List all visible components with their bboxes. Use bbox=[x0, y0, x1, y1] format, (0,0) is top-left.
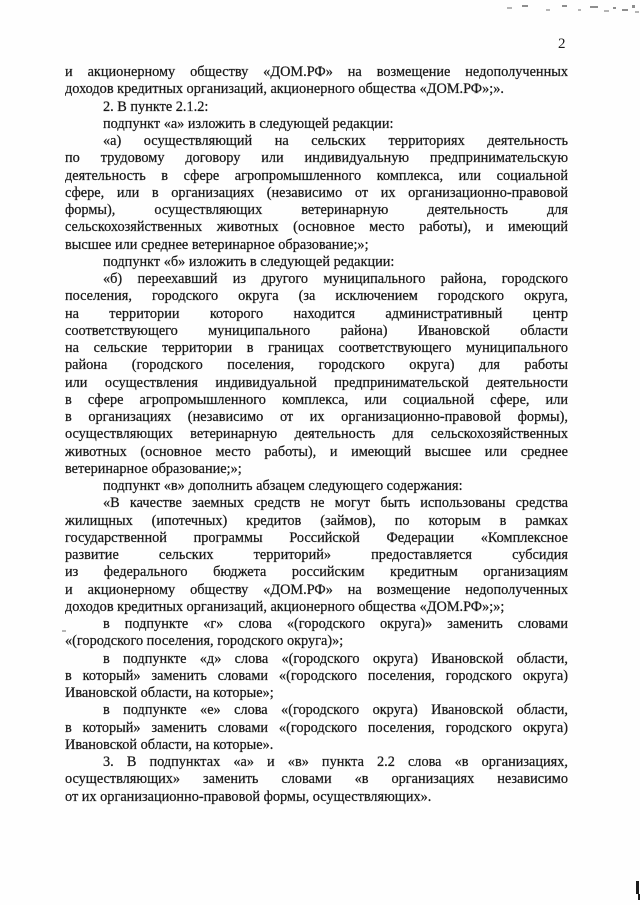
text-line: сфере, или в организациях (независимо от их организационно-правовой bbox=[65, 184, 568, 201]
text-line: района (городского поселения, городского округа) для работы bbox=[65, 357, 568, 374]
text-line: доходов кредитных организаций, акционерного общества «ДОМ.РФ»;»; bbox=[65, 598, 505, 615]
text-line: Ивановской области, на которые». bbox=[65, 736, 274, 753]
text-line: высшее или среднее ветеринарное образование;»; bbox=[65, 236, 369, 253]
scan-noise-mark bbox=[507, 7, 512, 9]
text-line: животных (основное место работы), и имеющий высшее или среднее bbox=[65, 443, 568, 460]
scan-noise-mark bbox=[522, 5, 528, 7]
text-line: подпункт «в» дополнить абзацем следующего содержания: bbox=[103, 478, 463, 494]
text-line: на сельские территории в границах соответствующего муниципального bbox=[65, 340, 568, 356]
scan-noise-mark bbox=[632, 5, 635, 8]
text-line: поселения, городского округа (за исключением городского округа, bbox=[65, 288, 568, 305]
text-line: в подпункте «д» слова «(городского округа) Ивановской области, bbox=[103, 650, 568, 667]
scan-noise-mark bbox=[635, 11, 639, 13]
scan-noise-mark bbox=[562, 5, 567, 7]
text-line: в который» заменить словами «(городского поселения, городского округа) bbox=[65, 667, 568, 684]
page-number: 2 bbox=[558, 36, 566, 52]
text-line: соответствующего муниципального района) Ивановской области bbox=[65, 322, 568, 339]
text-line: в который» заменить словами «(городского поселения, городского округа) bbox=[65, 719, 568, 736]
text-line: осуществляющих ветеринарную деятельность для сельскохозяйственных bbox=[65, 426, 568, 443]
document-text bbox=[65, 64, 568, 806]
text-line: «б) переехавший из другого муниципального района, городского bbox=[103, 271, 568, 287]
text-line: «а) осуществляющий на сельских территориях деятельность bbox=[103, 133, 568, 149]
text-line: жилищных (ипотечных) кредитов (займов), по которым в рамках bbox=[65, 512, 568, 529]
text-line: или осуществления индивидуальной предпринимательской деятельности bbox=[65, 374, 568, 391]
text-line: развитие сельских территорий» предоставляется субсидия bbox=[65, 547, 568, 563]
text-line: в подпункте «е» слова «(городского округа) Ивановской области, bbox=[103, 702, 568, 719]
text-line: в организациях (независимо от их организационно-правовой формы), bbox=[65, 409, 568, 425]
text-line: на территории которого находится административный центр bbox=[65, 305, 568, 322]
text-line: «В качестве заемных средств не могут быть использованы средства bbox=[103, 495, 568, 512]
text-line: сельскохозяйственных животных (основное место работы), и имеющий bbox=[65, 219, 568, 236]
text-line: 3. В подпунктах «а» и «в» пункта 2.2 слова «в организациях, bbox=[103, 754, 568, 770]
text-line: в подпункте «г» слова «(городского округа)» заменить словами bbox=[103, 616, 568, 632]
text-line: деятельность в сфере агропромышленного комплекса, или социальной bbox=[65, 167, 568, 184]
text-line: подпункт «а» изложить в следующей редакции: bbox=[103, 115, 394, 132]
text-line: «(городского поселения, городского округа)»; bbox=[65, 633, 344, 650]
text-line: из федерального бюджета российским кредитным организациям bbox=[65, 564, 568, 581]
scan-noise-mark bbox=[622, 9, 628, 11]
text-line: формы), осуществляющих ветеринарную деятельность для bbox=[65, 202, 568, 218]
scan-noise-mark bbox=[578, 9, 581, 11]
text-line: осуществляющих» заменить словами «в организациях независимо bbox=[65, 771, 568, 788]
text-line: от их организационно-правовой формы, осуществляющих». bbox=[65, 788, 432, 805]
text-line: в сфере агропромышленного комплекса, или социальной сфере, или bbox=[65, 391, 568, 408]
text-line: и акционерному обществу «ДОМ.РФ» на возмещение недополученных bbox=[65, 64, 568, 80]
text-line: Ивановской области, на которые»; bbox=[65, 685, 274, 701]
text-line: доходов кредитных организаций, акционерного общества «ДОМ.РФ»;». bbox=[65, 81, 504, 98]
text-line: по трудовому договору или индивидуальную предпринимательскую bbox=[65, 150, 568, 167]
scan-noise-mark bbox=[613, 7, 616, 9]
text-line: подпункт «б» изложить в следующей редакции: bbox=[103, 253, 395, 270]
scan-noise-mark bbox=[590, 6, 598, 8]
text-line: государственной программы Российской Федерации «Комплексное bbox=[65, 529, 568, 546]
scan-noise-mark bbox=[546, 9, 550, 11]
text-line: 2. В пункте 2.1.2: bbox=[103, 98, 209, 115]
scan-edge-mark bbox=[636, 881, 639, 894]
text-line: и акционерному обществу «ДОМ.РФ» на возмещение недополученных bbox=[65, 581, 568, 598]
text-line: ветеринарное образование;»; bbox=[65, 460, 242, 477]
scan-noise-mark bbox=[604, 10, 609, 12]
